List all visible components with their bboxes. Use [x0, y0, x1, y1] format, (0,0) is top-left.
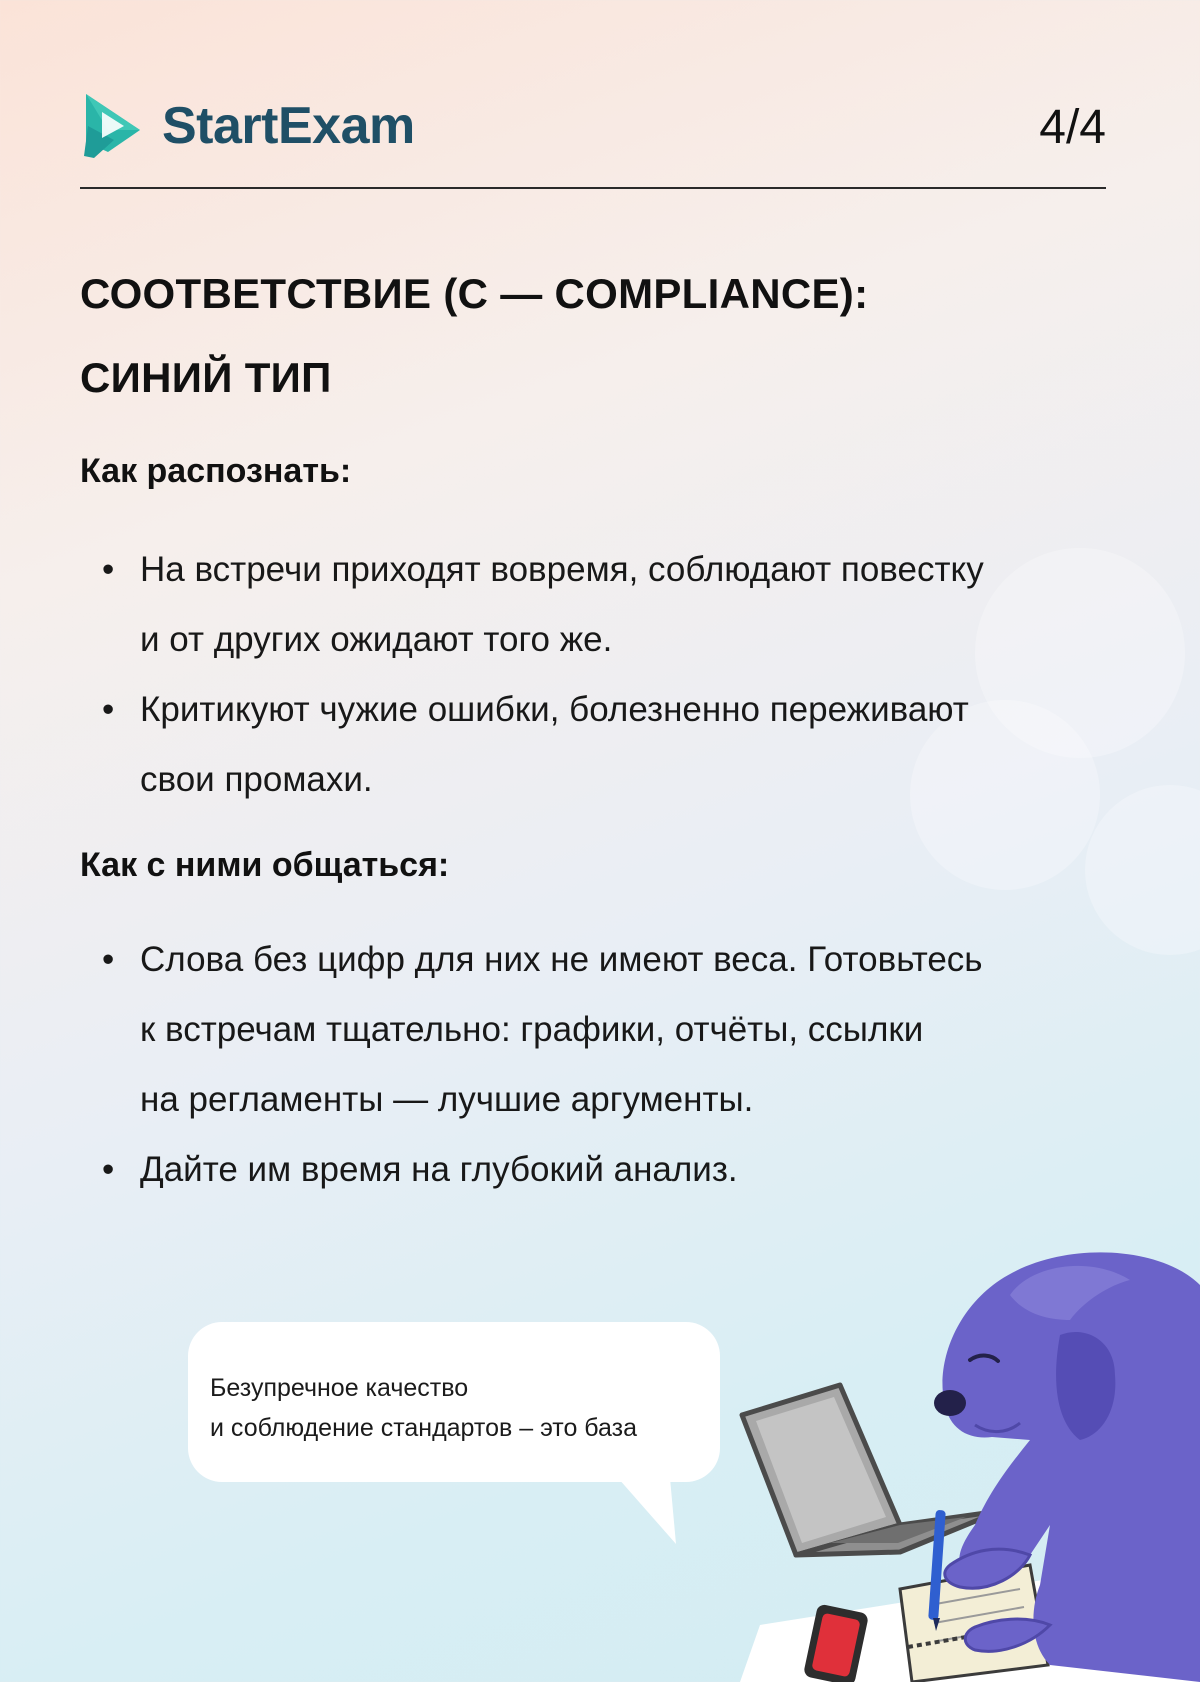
brand-logo	[80, 90, 415, 162]
list-item-line: • На встречи приходят вовремя, соблюдают повестку	[140, 550, 984, 589]
list-item-line: • Слова без цифр для них не имеют веса. Готовьтесь	[140, 940, 983, 979]
list-item	[80, 1135, 1130, 1205]
speech-bubble-text	[210, 1368, 637, 1448]
speech-bubble-line: и соблюдение стандартов – это база	[210, 1414, 638, 1442]
list-item-line: к встречам тщательно: графики, отчёты, ссылки	[140, 1010, 924, 1049]
speech-bubble-tail	[618, 1478, 678, 1546]
brand-name: StartExam	[162, 97, 415, 155]
list-item-line: на регламенты — лучшие аргументы.	[140, 1080, 754, 1119]
speech-bubble	[188, 1322, 720, 1482]
communicate-bullet-list	[80, 925, 1130, 1205]
play-arrow-logo-icon	[80, 90, 144, 162]
section-heading-recognize: Как распознать:	[80, 452, 352, 490]
header-divider	[80, 187, 1106, 189]
list-item-line: и от других ожидают того же.	[140, 620, 613, 659]
section-heading-communicate: Как с ними общаться:	[80, 846, 450, 884]
list-item	[80, 675, 1130, 815]
list-item	[80, 535, 1130, 675]
page-header	[80, 86, 1106, 186]
recognize-bullet-list	[80, 535, 1130, 815]
list-item-line: • Дайте им время на глубокий анализ.	[140, 1150, 738, 1189]
page-title-line: СООТВЕТСТВИЕ (С — COMPLIANCE):	[80, 270, 869, 317]
page-counter: 4/4	[1039, 101, 1106, 154]
page-title	[80, 252, 1106, 420]
list-item-line: • Критикуют чужие ошибки, болезненно переживают	[140, 690, 969, 729]
blue-dog-with-laptop-illustration	[730, 1225, 1200, 1682]
list-item	[80, 925, 1130, 1135]
list-item-line: свои промахи.	[140, 760, 373, 799]
page-title-line: СИНИЙ ТИП	[80, 354, 332, 401]
speech-bubble-line: Безупречное качество	[210, 1374, 469, 1402]
